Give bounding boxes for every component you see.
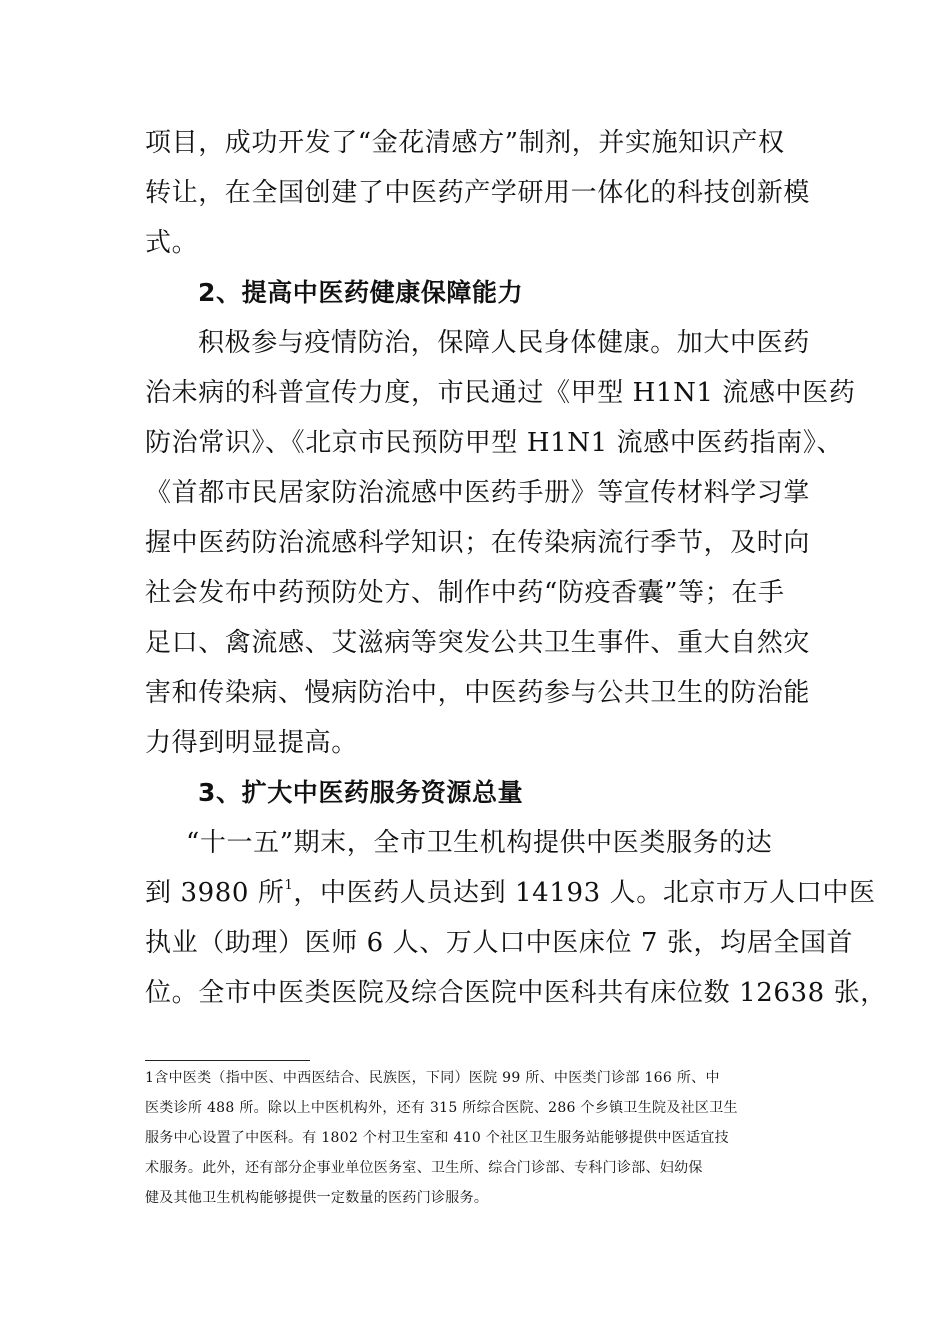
paragraph-line: 位。全市中医类医院及综合医院中医科共有床位数 12638 张，: [145, 978, 887, 1008]
section-heading: 3、扩大中医药服务资源总量: [198, 778, 524, 807]
paragraph-line: 执业（助理）医师 6 人、万人口中医床位 7 张，均居全国首: [145, 928, 854, 958]
footnote-line: 健及其他卫生机构能够提供一定数量的医药门诊服务。: [145, 1190, 489, 1206]
paragraph-line: 积极参与疫情防治，保障人民身体健康。加大中医药: [198, 328, 810, 358]
paragraph-line: “十一五”期末，全市卫生机构提供中医类服务的达: [186, 828, 773, 858]
paragraph-line: [145, 876, 876, 910]
paragraph-line: 害和传染病、慢病防治中，中医药参与公共卫生的防治能: [145, 678, 811, 708]
paragraph-line: 足口、禽流感、艾滋病等突发公共卫生事件、重大自然灾: [145, 628, 811, 658]
paragraph-line: 转让，在全国创建了中医药产学研用一体化的科技创新模: [145, 178, 811, 208]
paragraph-line: 式。: [145, 228, 199, 258]
paragraph-text: 到 3980 所: [145, 878, 285, 908]
footnote-line: 服务中心设置了中医科。有 1802 个村卫生室和 410 个社区卫生服务站能够提供中医适宜技: [145, 1130, 729, 1146]
paragraph-line: 防治常识》、《北京市民预防甲型 H1N1 流感中医药指南》、: [145, 428, 844, 458]
paragraph-line: 社会发布中药预防处方、制作中药“防疫香囊”等；在手: [145, 578, 785, 608]
footnote-line: 术服务。此外，还有部分企事业单位医务室、卫生所、综合门诊部、专科门诊部、妇幼保: [145, 1160, 703, 1176]
paragraph-line: 治未病的科普宣传力度，市民通过《甲型 H1N1 流感中医药: [145, 378, 856, 408]
section-heading: 2、提高中医药健康保障能力: [198, 278, 524, 307]
paragraph-line: 项目，成功开发了“金花清感方”制剂，并实施知识产权: [145, 128, 785, 158]
paragraph-text: ，中医药人员达到 14193 人。北京市万人口中医: [293, 878, 876, 908]
footnote-line: 医类诊所 488 所。除以上中医机构外，还有 315 所综合医院、286 个乡镇卫生院及社区卫生: [145, 1100, 738, 1116]
paragraph-line: 握中医药防治流感科学知识；在传染病流行季节，及时向: [145, 528, 811, 558]
paragraph-line: 力得到明显提高。: [145, 728, 358, 758]
footnote-separator: [145, 1060, 310, 1061]
paragraph-line: 《首都市民居家防治流感中医药手册》等宣传材料学习掌: [145, 478, 811, 508]
footnote-line: 1含中医类（指中医、中西医结合、民族医，下同）医院 99 所、中医类门诊部 166 所、中: [145, 1070, 720, 1086]
footnote-reference[interactable]: 1: [284, 878, 294, 893]
